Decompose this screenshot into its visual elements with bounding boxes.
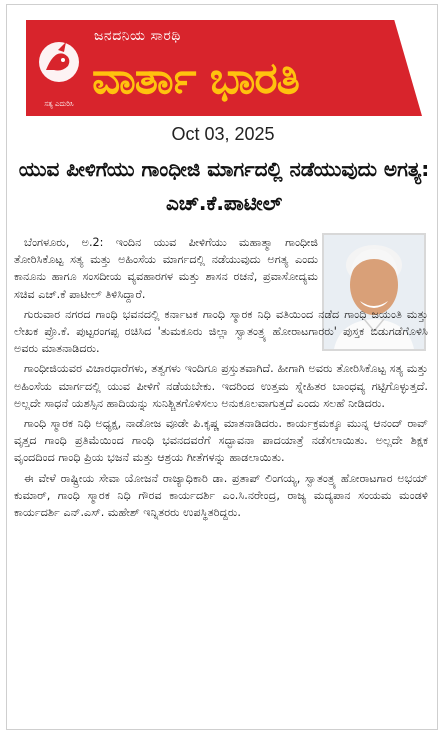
- article-headline: ಯುವ ಪೀಳಿಗೆಯು ಗಾಂಧೀಜಿ ಮಾರ್ಗದಲ್ಲಿ ನಡೆಯುವುದು ಅಗತ್ಯ: ಎಚ್.ಕೆ.ಪಾಟೀಲ್: [18, 157, 430, 215]
- article-paragraph: ಬೆಂಗಳೂರು, ಅ.2: ಇಂದಿನ ಯುವ ಪೀಳಿಗೆಯು ಮಹಾತ್ಮಾ ಗಾಂಧೀಜಿ ತೋರಿಸಿಕೊಟ್ಟ ಸತ್ಯ ಮತ್ತು ಅಹಿಂಸೆಯ ಮಾರ್ಗದಲ್ಲಿ ನಡೆಯುವುದು ಅಗತ್ಯ ಎಂದು ಕಾನೂನು ಹಾಗೂ ಸಂಸದೀಯ ವ್ಯವಹಾರಗಳ ಮತ್ತು ಶಾಸನ ರಚನೆ, ಪ್ರವಾಸೋದ್ಯಮ ಸಚಿವ ಎಚ್.ಕೆ ಪಾಟೀಲ್ ತಿಳಿಸಿದ್ದಾರೆ.: [14, 236, 318, 301]
- article-body: [14, 234, 428, 524]
- article-paragraph: ಗಾಂಧೀಜಿಯವರ ವಿಚಾರಧಾರೆಗಳು, ತತ್ವಗಳು ಇಂದಿಗೂ ಪ್ರಸ್ತುತವಾಗಿದೆ. ಹೀಗಾಗಿ ಅವರು ತೋರಿಸಿಕೊಟ್ಟ ಸತ್ಯ ಮತ್ತು ಅಹಿಂಸೆಯ ಮಾರ್ಗದಲ್ಲಿ ಯುವ ಪೀಳಿಗೆ ನಡೆಯಬೇಕು. ಇದರಿಂದ ಉತ್ತಮ ಸ್ನೇಹಿತರ ಬಾಂಧವ್ಯ ಗಟ್ಟಿಗೊಳ್ಳುತ್ತದೆ. ಅಲ್ಲದೇ ಸಾಧನೆ ಯಶಸ್ಸಿನ ಹಾದಿಯನ್ನು ಸುನಿಶ್ಚಿತಗೊಳಿಸಲು ಅನುಕೂಲವಾಗುತ್ತದೆ ಎಂದು ಸಲಹೆ ನೀಡಿದರು.: [14, 362, 428, 410]
- logo-caption: ಸತ್ಯ ಎದುರಿಸಿ: [44, 100, 74, 108]
- article-paragraph: ಗಾಂಧಿ ಸ್ಮಾರಕ ನಿಧಿ ಅಧ್ಯಕ್ಷ, ನಾಡೋಜ ವೂಡೇ ಪಿ.ಕೃಷ್ಣ ಮಾತನಾಡಿದರು. ಕಾರ್ಯಕ್ರಮಕ್ಕೂ ಮುನ್ನ ಆನಂದ್ ರಾವ್ ವೃತ್ತದ ಗಾಂಧಿ ಪ್ರತಿಮೆಯಿಂದ ಗಾಂಧಿ ಭವನದವರೆಗೆ ಸದ್ಭಾವನಾ ಪಾದಯಾತ್ರೆ ನಡೆಸಲಾಯಿತು. ಅಲ್ಲದೇ ಶಿಕ್ಷಕ ವೃಂದದಿಂದ ಗಾಂಧಿ ಪ್ರಿಯ ಭಜನೆ ಮತ್ತು ಆಶ್ರಯ ಗೀತೆಗಳನ್ನು ಹಾಡಲಾಯಿತು.: [14, 417, 428, 465]
- logo-emblem-icon: [34, 36, 84, 102]
- masthead: [26, 20, 422, 116]
- masthead-title: ವಾರ್ತಾ ಭಾರತಿ: [92, 53, 299, 104]
- article-paragraph: ಗುರುವಾರ ನಗರದ ಗಾಂಧಿ ಭವನದಲ್ಲಿ ಕರ್ನಾಟಕ ಗಾಂಧಿ ಸ್ಮಾರಕ ನಿಧಿ ವತಿಯಿಂದ ನಡೆದ ಗಾಂಧಿ ಜಯಂತಿ ಮತ್ತು ಲೇಖಕ ಪ್ರೊ.ಕೆ. ಪುಟ್ಟರಂಗಪ್ಪ ರಚಿಸಿದ 'ತುಮಕೂರು ಜಿಲ್ಲಾ ಸ್ವಾತಂತ್ರ್ಯ ಹೋರಾಟಗಾರರು' ಪುಸ್ತಕ ಬಿಡುಗಡೆಗೊಳಿಸಿ ಅವರು ಮಾತನಾಡಿದರು.: [14, 307, 428, 356]
- publication-date: Oct 03, 2025: [171, 124, 275, 144]
- article-paragraph: ಈ ವೇಳೆ ರಾಷ್ಟ್ರೀಯ ಸೇವಾ ಯೋಜನೆ ರಾಜ್ಯಾಧಿಕಾರಿ ಡಾ. ಪ್ರತಾಪ್ ಲಿಂಗಯ್ಯ, ಸ್ವಾತಂತ್ರ್ಯ ಹೋರಾಟಗಾರ ಅಭಯ್ ಕುಮಾರ್, ಗಾಂಧಿ ಸ್ಮಾರಕ ನಿಧಿ ಗೌರವ ಕಾರ್ಯದರ್ಶಿ ಎಂ.ಸಿ.ನರೇಂದ್ರ, ರಾಜ್ಯ ಮದ್ಯಪಾನ ಸಂಯಮ ಮಂಡಳಿ ಕಾರ್ಯದರ್ಶಿ ಎನ್.ಎಸ್. ಮಹೇಶ್ ಇನ್ನಿತರರು ಉಪಸ್ಥಿತರಿದ್ದರು.: [14, 471, 428, 520]
- masthead-tagline: ಜನದನಿಯ ಸಾರಥಿ: [94, 28, 181, 44]
